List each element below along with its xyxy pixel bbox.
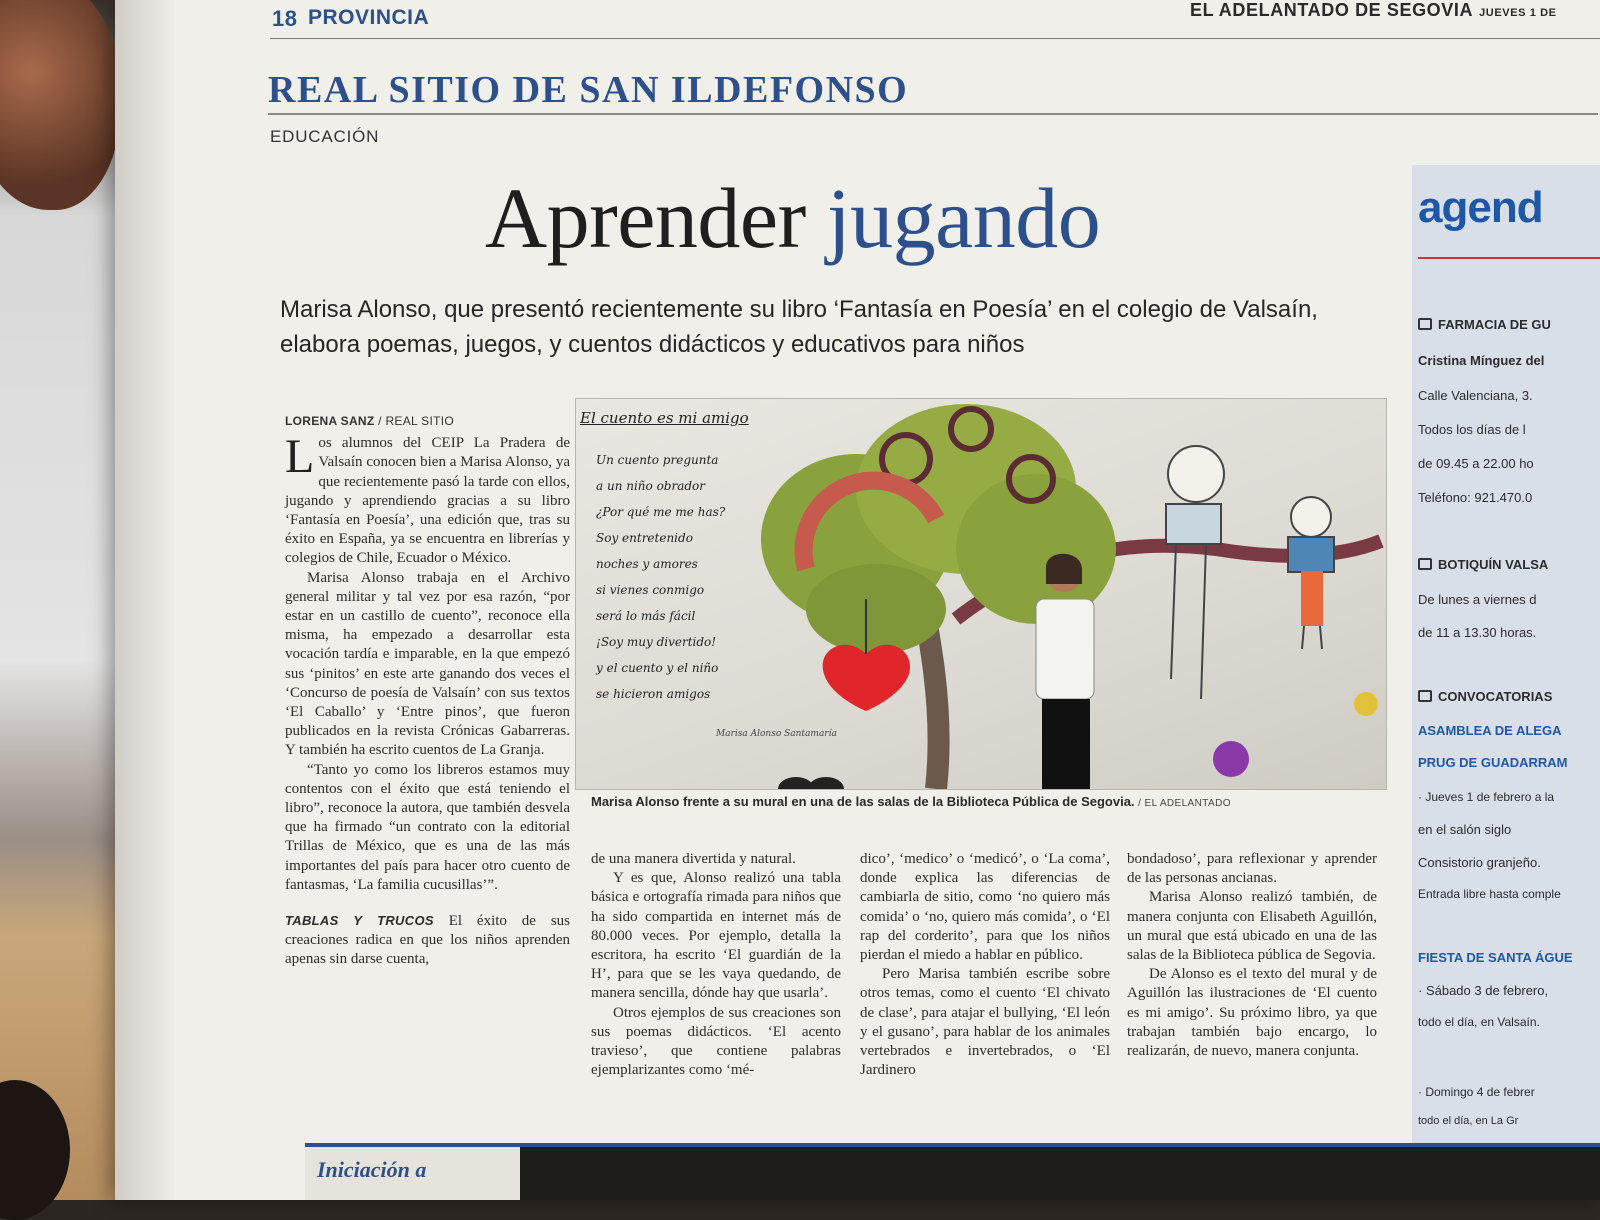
paragraph-text: os alumnos del CEIP La Pradera de Valsaín conocen bien a Marisa Alonso, ya que recientemente pasó la tarde con ellos, jugando y aprendiendo gracias a su libro ‘Fantasía en Poesía’, una edición que, tras su éxito en España, ya se encuentra en librerías y colegios de Chile, Ecuador o México.: [285, 435, 570, 567]
paragraph: Marisa Alonso trabaja en el Archivo general militar y tal vez por esa razón, “por estar en un castillo de cuento”, reconoce ella misma, ha empezado a desarrollar esta vocación tardía e imparable, en la que empezó sus ‘pinitos’ en este arte ganando dos veces el ‘Concurso de poesía de Valsaín’ con sus textos ‘El Caballo’ y ‘Entre pinos’, que fueron publicados en la revista Crónicas Gabarreras. Y también ha escrito cuentos de La Granja.: [285, 569, 570, 759]
paragraph: “Tanto yo como los libreros estamos muy contentos con el éxito que está teniendo el libro”, reconoce la autora, que también desvela que ha firmado “un contrato con la editorial Trillas de México, que es una de las más importantes del país para hacer otro cuento de fantasmas, ‘La familia cucusillas’”.: [285, 761, 570, 893]
agenda-heading-convocatorias: [1418, 689, 1552, 704]
subhead: Marisa Alonso, que presentó recientemente su libro ‘Fantasía en Poesía’ en el colegio de Valsaín, elabora poemas, juegos, y cuentos didácticos y educativos para niños: [280, 296, 1318, 358]
agenda-heading-farmacia: [1418, 317, 1551, 332]
agenda-heading-botiquin: [1418, 557, 1548, 572]
agenda-item: Consistorio granjeño.: [1418, 855, 1541, 870]
agenda-item: en el salón siglo: [1418, 822, 1512, 837]
paragraph: De Alonso es el texto del mural y de Aguillón las ilustraciones de ‘El cuento es mi amigo’. Su próximo libro, ya que trabajan también bajo encargo, lo realizarán, de nuevo, manera conjunta.: [1127, 966, 1377, 1060]
calendar-icon: [1418, 558, 1432, 570]
holding-thumb: [0, 0, 120, 210]
girl-figure: [1291, 497, 1331, 537]
caption-credit: / EL ADELANTADO: [1138, 798, 1231, 809]
masthead-name: EL ADELANTADO DE SEGOVIA: [1190, 0, 1474, 20]
agenda-item: de 09.45 a 22.00 ho: [1418, 456, 1534, 471]
calendar-icon: [1418, 318, 1432, 330]
paragraph: [285, 430, 570, 568]
agenda-item: · Jueves 1 de febrero a la: [1418, 790, 1555, 804]
dropcap: L: [285, 430, 315, 484]
mural-poem-line: se hicieron amigos: [596, 687, 711, 701]
paragraph: [285, 911, 570, 970]
agenda-item: De lunes a viernes d: [1418, 592, 1537, 607]
agenda-item: Todos los días de l: [1418, 422, 1526, 437]
mural-poem-line: si vienes conmigo: [596, 583, 705, 597]
byline: [285, 412, 570, 431]
mural-poem-line: Soy entretenido: [596, 531, 693, 545]
snail-drawing: [1213, 741, 1249, 777]
caption-text: Marisa Alonso frente a su mural en una de las salas de la Biblioteca Pública de Segovia.: [591, 794, 1135, 809]
agenda-item: Cristina Mínguez del: [1418, 353, 1545, 368]
article-column-1: [285, 412, 570, 970]
page-fold-shadow: [115, 0, 175, 1200]
mural-signature: Marisa Alonso Santamaría: [716, 729, 837, 739]
heart-drawing: [823, 645, 910, 711]
top-rule: [270, 38, 1600, 39]
page-number: 18: [272, 6, 298, 31]
agenda-rule: [1418, 257, 1600, 259]
byline-author: LORENA SANZ: [285, 414, 375, 428]
paragraph: Pero Marisa también escribe sobre otros temas, como el cuento ‘El chivato de clase’, para atajar el bullying, ‘El león y el gusano’, para hablar de los animales vertebrados e invertebrados, o ‘El Jardinero: [860, 966, 1110, 1079]
agenda-item: · Domingo 4 de febrer: [1418, 1085, 1535, 1099]
paragraph-text: El éxito de sus creaciones radica en que los niños aprenden apenas sin darse cuenta,: [285, 913, 571, 968]
article-column-4: [1127, 850, 1377, 1061]
article-photo: [575, 398, 1387, 790]
agenda-item: todo el día, en Valsaín.: [1418, 1015, 1540, 1029]
mural-poem-line: Un cuento pregunta: [596, 453, 719, 467]
masthead: [1190, 0, 1557, 21]
paragraph: dico’, ‘medico’ o ‘medicó’, o ‘La coma’, donde explica las diferencias de cambiarla de sitio, como ‘no quiero más comida’ o ‘no, quiero más comida’, o ‘El rap del corderito’, para que los niños pierdan el miedo a hablar en público.: [860, 851, 1110, 964]
byline-place: / REAL SITIO: [378, 414, 455, 428]
mural-poem-line: y el cuento y el niño: [596, 661, 719, 675]
article-column-3: [860, 850, 1110, 1080]
mural-poem-line: será lo más fácil: [596, 609, 696, 623]
boy-figure: [1168, 446, 1224, 502]
subtitle: TABLAS Y TRUCOS: [285, 913, 434, 929]
paragraph: Otros ejemplos de sus creaciones son sus poemas didácticos. ‘El acento travieso’, que contiene palabras ejemplarizantes como ‘mé-: [591, 1004, 841, 1079]
agenda-item: Teléfono: 921.470.0: [1418, 490, 1533, 505]
mural-poem-line: noches y amores: [596, 557, 698, 571]
section-title: REAL SITIO DE SAN ILDEFONSO: [268, 69, 909, 111]
agenda-item: de 11 a 13.30 horas.: [1418, 625, 1537, 640]
category-label: EDUCACIÓN: [270, 127, 380, 146]
mural-poem-line: ¡Soy muy divertido!: [596, 635, 717, 649]
article-column-2: [591, 850, 841, 1080]
section-rule: [268, 113, 1598, 115]
mural-poem: [596, 447, 786, 707]
newspaper-page: [115, 0, 1600, 1200]
paragraph: Y es que, Alonso realizó una tabla básica e ortografía rimada para niños que ha sido compartida en internet más de 80.000 veces. Por ejemplo, detalla la escritora, ha escrito ‘El guardián de la H’, para que se les vaya quedando, de manera sencilla, dónde hay que usarla’.: [591, 870, 841, 1002]
mural-title: El cuento es mi amigo: [580, 409, 749, 427]
paragraph: bondadoso’, para reflexionar y aprender de las personas ancianas.: [1127, 851, 1377, 887]
mural-poem-line: a un niño obrador: [596, 479, 706, 493]
paragraph: Marisa Alonso realizó también, de manera conjunta con Elisabeth Aguillón, un mural que está ubicado en una de las salas de la Biblioteca pública de Segovia.: [1127, 889, 1377, 964]
agenda-item: Calle Valenciana, 3.: [1418, 388, 1533, 403]
flower-drawing: [1354, 692, 1378, 716]
agenda-item: · Sábado 3 de febrero,: [1418, 983, 1549, 998]
agenda-heading-text: CONVOCATORIAS: [1438, 689, 1553, 704]
calendar-icon: [1418, 690, 1432, 702]
agenda-heading-text: FARMACIA DE GU: [1438, 317, 1551, 332]
paragraph: de una manera divertida y natural.: [591, 851, 796, 867]
agenda-title: agend: [1418, 183, 1543, 232]
mural-poem-line: ¿Por qué me me has?: [596, 505, 726, 519]
agenda-item: FIESTA DE SANTA ÁGUE: [1418, 950, 1573, 965]
agenda-item: Entrada libre hasta comple: [1418, 887, 1561, 901]
photo-caption: [591, 794, 1231, 809]
headline-part1: Aprender: [485, 170, 806, 266]
section-name: PROVINCIA: [308, 6, 430, 29]
headline-part2: jugando: [826, 170, 1101, 266]
agenda-heading-text: BOTIQUÍN VALSA: [1438, 557, 1549, 572]
headline: [485, 168, 1100, 268]
masthead-date: JUEVES 1 DE: [1479, 7, 1557, 19]
agenda-item: ASAMBLEA DE ALEGA: [1418, 723, 1562, 738]
agenda-item: PRUG DE GUADARRAM: [1418, 755, 1568, 770]
agenda-sidebar: [1412, 165, 1600, 1200]
agenda-item: todo el día, en La Gr: [1418, 1115, 1519, 1127]
bottom-teaser: Iniciación a: [305, 1147, 520, 1200]
